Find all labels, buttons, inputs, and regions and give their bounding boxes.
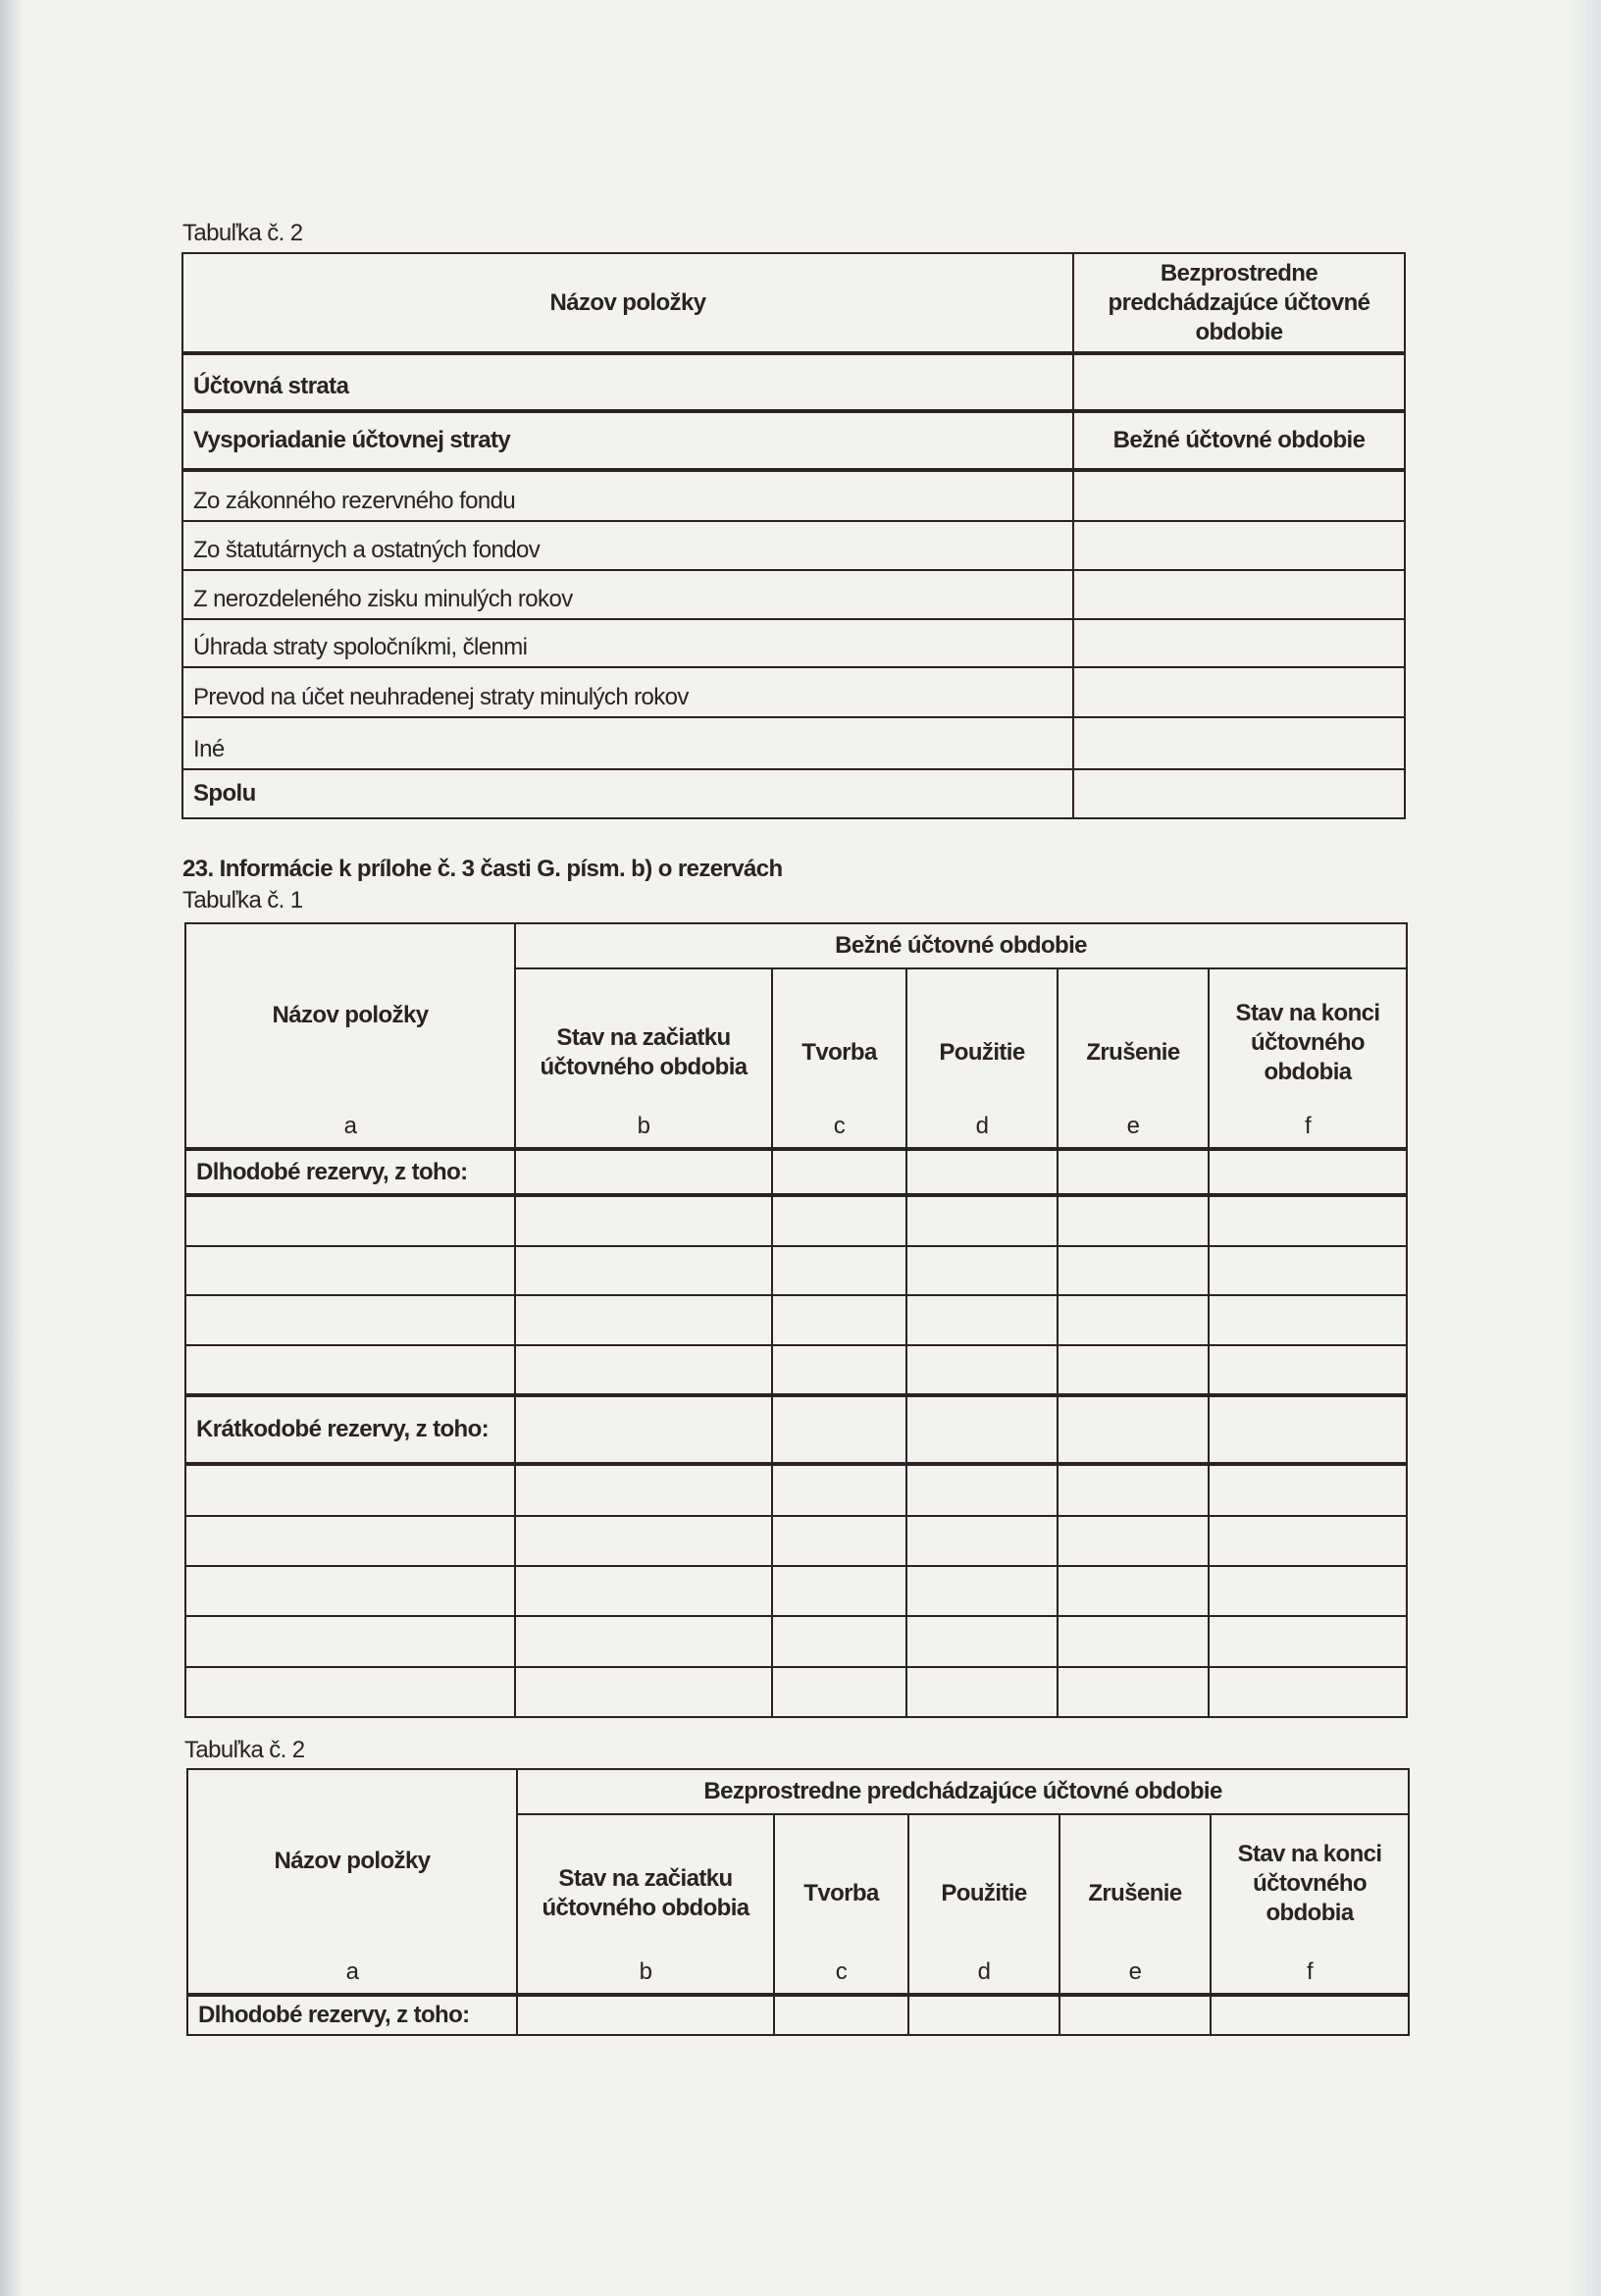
cell[interactable] xyxy=(1211,1995,1409,2035)
cell[interactable] xyxy=(906,1195,1058,1246)
header-current-period: Bežné účtovné obdobie xyxy=(515,923,1407,968)
cell[interactable] xyxy=(185,1345,515,1395)
row-long-term-reserves: Dlhodobé rezervy, z toho: xyxy=(185,1149,515,1195)
col-item-name: Názov položky xyxy=(187,1769,517,1952)
col-letter: d xyxy=(908,1952,1059,1995)
cell[interactable] xyxy=(906,1616,1058,1667)
row-accounting-loss: Účtovná strata xyxy=(182,353,1073,411)
cell[interactable] xyxy=(772,1616,906,1667)
cell[interactable] xyxy=(1058,1566,1209,1616)
col-usage: Použitie xyxy=(908,1814,1059,1952)
cell[interactable] xyxy=(906,1464,1058,1516)
cell[interactable] xyxy=(906,1295,1058,1345)
cell[interactable] xyxy=(906,1516,1058,1566)
cell[interactable] xyxy=(1209,1295,1407,1345)
cell[interactable] xyxy=(1209,1516,1407,1566)
cell[interactable] xyxy=(906,1345,1058,1395)
col-letter: e xyxy=(1059,1952,1211,1995)
cell[interactable] xyxy=(1058,1295,1209,1345)
value-cell[interactable] xyxy=(1073,619,1405,667)
cell[interactable] xyxy=(772,1516,906,1566)
cell[interactable] xyxy=(772,1149,906,1195)
loss-table-caption: Tabuľka č. 2 xyxy=(182,220,303,246)
cell[interactable] xyxy=(1209,1149,1407,1195)
col-letter: a xyxy=(185,1106,515,1149)
cell[interactable] xyxy=(185,1295,515,1345)
cell[interactable] xyxy=(906,1667,1058,1717)
header-previous-period: Bezprostredne predchádzajúce účtovné obdobie xyxy=(1073,253,1405,353)
row-label: Úhrada straty spoločníkmi, členmi xyxy=(182,619,1073,667)
col-creation: Tvorba xyxy=(774,1814,908,1952)
section-23-title: 23. Informácie k prílohe č. 3 časti G. písm. b) o rezervách xyxy=(182,856,783,882)
row-loss-settlement: Vysporiadanie účtovnej straty xyxy=(182,411,1073,470)
cell[interactable] xyxy=(517,1995,774,2035)
cell[interactable] xyxy=(772,1464,906,1516)
cell[interactable] xyxy=(1209,1195,1407,1246)
cell[interactable] xyxy=(1209,1464,1407,1516)
cell[interactable] xyxy=(908,1995,1059,2035)
cell[interactable] xyxy=(185,1667,515,1717)
col-letter: f xyxy=(1209,1106,1407,1149)
cell[interactable] xyxy=(1058,1667,1209,1717)
scan-edge-right xyxy=(1572,0,1601,2296)
cell[interactable] xyxy=(772,1667,906,1717)
value-cell[interactable] xyxy=(1073,470,1405,521)
cell[interactable] xyxy=(515,1464,772,1516)
row-label: Zo štatutárnych a ostatných fondov xyxy=(182,521,1073,570)
col-letter: c xyxy=(772,1106,906,1149)
col-letter: b xyxy=(515,1106,772,1149)
cell[interactable] xyxy=(1059,1995,1211,2035)
loss-settlement-table xyxy=(181,252,1406,819)
value-cell[interactable] xyxy=(1073,717,1405,769)
cell[interactable] xyxy=(1058,1616,1209,1667)
cell[interactable] xyxy=(185,1516,515,1566)
col-cancellation: Zrušenie xyxy=(1058,968,1209,1106)
cell[interactable] xyxy=(772,1195,906,1246)
cell[interactable] xyxy=(515,1616,772,1667)
row-short-term-reserves: Krátkodobé rezervy, z toho: xyxy=(185,1395,515,1464)
cell[interactable] xyxy=(772,1246,906,1295)
col-letter: d xyxy=(906,1106,1058,1149)
reserves-current-caption: Tabuľka č. 1 xyxy=(182,887,303,913)
value-cell[interactable] xyxy=(1073,667,1405,717)
cell[interactable] xyxy=(1058,1395,1209,1464)
reserves-previous-table xyxy=(186,1768,1410,2036)
cell[interactable] xyxy=(906,1149,1058,1195)
col-usage: Použitie xyxy=(906,968,1058,1106)
col-item-name: Názov položky xyxy=(185,923,515,1106)
col-letter: c xyxy=(774,1952,908,1995)
total-value-cell[interactable] xyxy=(1073,769,1405,818)
cell[interactable] xyxy=(1209,1395,1407,1464)
col-closing-balance: Stav na konci účtovného obdobia xyxy=(1211,1814,1409,1952)
cell[interactable] xyxy=(185,1616,515,1667)
cell[interactable] xyxy=(1058,1516,1209,1566)
value-cell[interactable] xyxy=(1073,521,1405,570)
cell[interactable] xyxy=(515,1246,772,1295)
cell[interactable] xyxy=(185,1566,515,1616)
row-label: Zo zákonného rezervného fondu xyxy=(182,470,1073,521)
cell[interactable] xyxy=(1209,1616,1407,1667)
cell[interactable] xyxy=(515,1516,772,1566)
cell[interactable] xyxy=(1209,1566,1407,1616)
row-label: Prevod na účet neuhradenej straty minulých rokov xyxy=(182,667,1073,717)
cell[interactable] xyxy=(772,1295,906,1345)
cell[interactable] xyxy=(772,1566,906,1616)
cell[interactable] xyxy=(906,1395,1058,1464)
cell[interactable] xyxy=(515,1395,772,1464)
row-label: Z nerozdeleného zisku minulých rokov xyxy=(182,570,1073,619)
cell[interactable] xyxy=(515,1667,772,1717)
col-opening-balance: Stav na začiatku účtovného obdobia xyxy=(517,1814,774,1952)
cell[interactable] xyxy=(1058,1246,1209,1295)
cell[interactable] xyxy=(515,1195,772,1246)
cell[interactable] xyxy=(1058,1195,1209,1246)
scan-edge-left xyxy=(0,0,22,2296)
cell[interactable] xyxy=(515,1345,772,1395)
cell[interactable] xyxy=(1058,1149,1209,1195)
cell[interactable] xyxy=(515,1149,772,1195)
cell[interactable] xyxy=(772,1345,906,1395)
cell[interactable] xyxy=(1209,1667,1407,1717)
col-letter: e xyxy=(1058,1106,1209,1149)
col-opening-balance: Stav na začiatku účtovného obdobia xyxy=(515,968,772,1106)
reserves-current-table xyxy=(184,922,1408,1718)
header-current-period: Bežné účtovné obdobie xyxy=(1073,411,1405,470)
value-cell[interactable] xyxy=(1073,570,1405,619)
row-total: Spolu xyxy=(182,769,1073,818)
cell[interactable] xyxy=(1209,1345,1407,1395)
col-cancellation: Zrušenie xyxy=(1059,1814,1211,1952)
reserves-previous-caption: Tabuľka č. 2 xyxy=(184,1737,305,1763)
col-letter: a xyxy=(187,1952,517,1995)
header-previous-period: Bezprostredne predchádzajúce účtovné obdobie xyxy=(517,1769,1409,1814)
col-letter: f xyxy=(1211,1952,1409,1995)
cell[interactable] xyxy=(906,1246,1058,1295)
cell[interactable] xyxy=(1058,1345,1209,1395)
row-long-term-reserves: Dlhodobé rezervy, z toho: xyxy=(187,1995,517,2035)
cell[interactable] xyxy=(772,1395,906,1464)
cell[interactable] xyxy=(774,1995,908,2035)
cell[interactable] xyxy=(1058,1464,1209,1516)
col-closing-balance: Stav na konci účtovného obdobia xyxy=(1209,968,1407,1106)
cell[interactable] xyxy=(185,1246,515,1295)
cell[interactable] xyxy=(185,1195,515,1246)
row-label: Iné xyxy=(182,717,1073,769)
cell[interactable] xyxy=(906,1566,1058,1616)
header-item-name: Názov položky xyxy=(182,253,1073,353)
cell-loss-value[interactable] xyxy=(1073,353,1405,411)
cell[interactable] xyxy=(515,1295,772,1345)
col-creation: Tvorba xyxy=(772,968,906,1106)
cell[interactable] xyxy=(1209,1246,1407,1295)
col-letter: b xyxy=(517,1952,774,1995)
cell[interactable] xyxy=(515,1566,772,1616)
cell[interactable] xyxy=(185,1464,515,1516)
